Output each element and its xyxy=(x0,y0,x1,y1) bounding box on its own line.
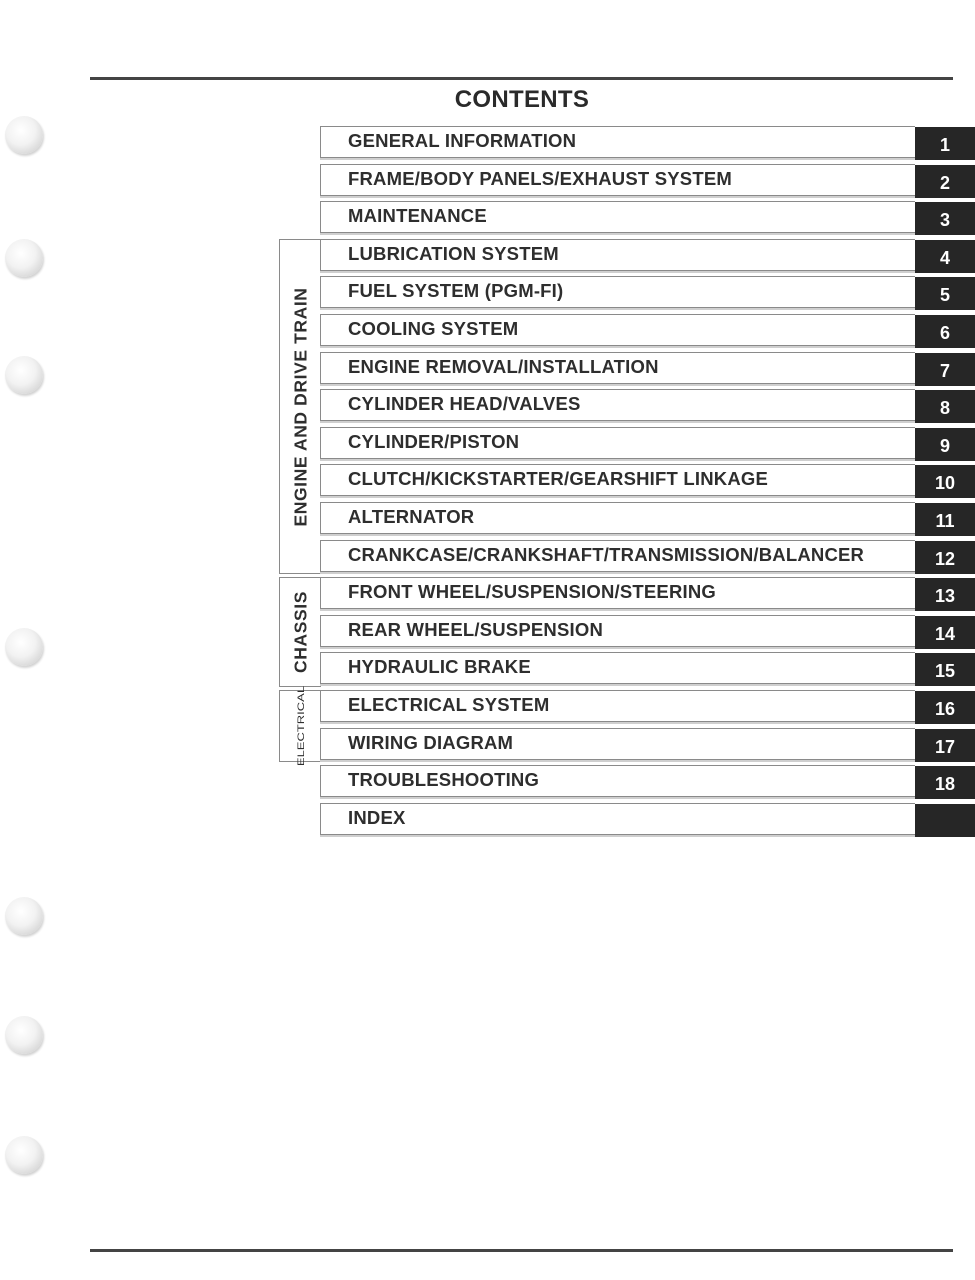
section-label: FRONT WHEEL/SUSPENSION/STEERING xyxy=(348,581,717,603)
section-tab[interactable]: 11 xyxy=(915,503,975,536)
section-label: CYLINDER/PISTON xyxy=(348,430,520,452)
section-label: ALTERNATOR xyxy=(348,506,475,527)
section-tab[interactable]: 17 xyxy=(915,729,975,762)
section-label: GENERAL INFORMATION xyxy=(348,130,577,151)
binder-hole xyxy=(5,356,43,394)
section-label: ENGINE REMOVAL/INSTALLATION xyxy=(348,355,659,377)
binder-hole xyxy=(5,628,43,666)
section-tab[interactable]: 2 xyxy=(915,165,975,198)
group-chassis xyxy=(279,577,321,687)
section-tab[interactable]: 15 xyxy=(915,653,975,686)
toc-row-fuel-system[interactable] xyxy=(320,276,975,308)
binder-hole xyxy=(5,1016,43,1054)
group-label: CHASSIS xyxy=(290,591,310,673)
toc-row-hydraulic-brake[interactable] xyxy=(320,652,975,684)
section-tab[interactable]: 9 xyxy=(915,428,975,461)
section-label: REAR WHEEL/SUSPENSION xyxy=(348,618,604,640)
section-tab[interactable]: 10 xyxy=(915,465,975,498)
toc-row-front-wheel[interactable] xyxy=(320,577,975,609)
section-label: CLUTCH/KICKSTARTER/GEARSHIFT LINKAGE xyxy=(348,468,769,490)
section-tab[interactable]: 14 xyxy=(915,616,975,649)
toc-row-rear-wheel[interactable] xyxy=(320,615,975,647)
section-tab[interactable] xyxy=(915,804,975,837)
section-label: CRANKCASE/CRANKSHAFT/TRANSMISSION/BALANCER xyxy=(348,543,865,565)
section-tab[interactable]: 12 xyxy=(915,541,975,574)
section-tab[interactable]: 6 xyxy=(915,315,975,348)
toc-row-index[interactable] xyxy=(320,803,975,835)
section-label: LUBRICATION SYSTEM xyxy=(348,242,559,264)
toc-row-alternator[interactable] xyxy=(320,502,975,534)
toc-row-lubrication-system[interactable] xyxy=(320,239,975,271)
section-tab[interactable]: 3 xyxy=(915,202,975,235)
section-tab[interactable]: 13 xyxy=(915,578,975,611)
section-label: FRAME/BODY PANELS/EXHAUST SYSTEM xyxy=(348,167,732,189)
section-tab[interactable]: 18 xyxy=(915,766,975,799)
toc-row-clutch[interactable] xyxy=(320,464,975,496)
section-label: COOLING SYSTEM xyxy=(348,318,519,339)
binder-hole xyxy=(5,897,43,935)
binder-hole xyxy=(5,116,43,154)
top-rule xyxy=(90,77,953,80)
bottom-rule xyxy=(90,1249,953,1252)
section-label: MAINTENANCE xyxy=(348,205,487,227)
toc-row-crankcase[interactable] xyxy=(320,540,975,572)
section-label: WIRING DIAGRAM xyxy=(348,731,514,753)
group-engine-and-drive-train xyxy=(279,239,321,574)
toc-row-wiring-diagram[interactable] xyxy=(320,728,975,760)
section-label: FUEL SYSTEM (PGM-FI) xyxy=(348,280,564,302)
toc-row-electrical-system[interactable] xyxy=(320,690,975,722)
binder-hole xyxy=(5,1136,43,1174)
section-label: ELECTRICAL SYSTEM xyxy=(348,694,550,715)
section-label: INDEX xyxy=(348,806,406,828)
section-label: TROUBLESHOOTING xyxy=(348,769,540,791)
group-label: ELECTRICAL xyxy=(295,685,306,767)
toc-row-cooling-system[interactable] xyxy=(320,314,975,346)
section-tab[interactable]: 5 xyxy=(915,277,975,310)
section-label: HYDRAULIC BRAKE xyxy=(348,656,531,678)
section-label: CYLINDER HEAD/VALVES xyxy=(348,393,581,415)
toc-row-frame-body-panels[interactable] xyxy=(320,164,975,196)
section-tab[interactable]: 4 xyxy=(915,240,975,273)
toc-row-engine-removal[interactable] xyxy=(320,352,975,384)
row-frame xyxy=(320,803,915,835)
toc-row-maintenance[interactable] xyxy=(320,201,975,233)
section-tab[interactable]: 7 xyxy=(915,353,975,386)
section-tab[interactable]: 16 xyxy=(915,691,975,724)
toc-row-troubleshooting[interactable] xyxy=(320,765,975,797)
page-title: CONTENTS xyxy=(454,86,590,113)
section-tab[interactable]: 1 xyxy=(915,127,975,160)
binder-hole xyxy=(5,239,43,277)
toc-row-general-information[interactable] xyxy=(320,126,975,158)
toc-row-cylinder-piston[interactable] xyxy=(320,427,975,459)
section-tab[interactable]: 8 xyxy=(915,390,975,423)
group-label: ENGINE AND DRIVE TRAIN xyxy=(290,286,310,527)
group-electrical xyxy=(279,685,321,767)
toc-row-cylinder-head[interactable] xyxy=(320,389,975,421)
